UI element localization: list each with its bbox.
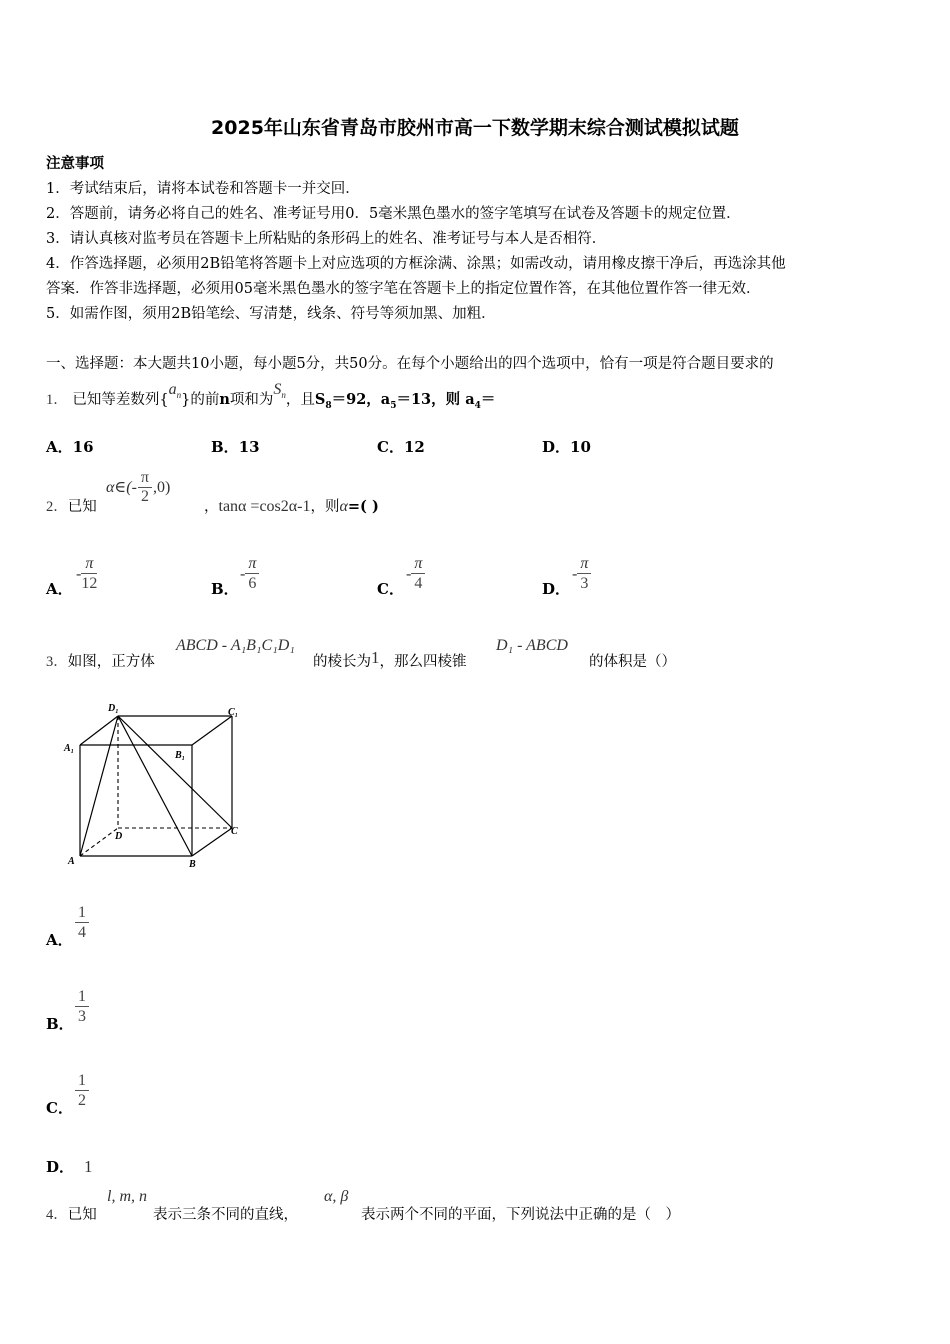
q4-lead: 4．已知 xyxy=(46,1207,97,1223)
label-b: B xyxy=(189,859,196,870)
edge-b1c1 xyxy=(192,716,232,745)
q2-lead: 2．已知 xyxy=(46,499,97,515)
edge-d1c xyxy=(118,716,232,828)
edge-a1d1 xyxy=(80,716,118,745)
label-c: C xyxy=(231,826,238,837)
q3-lead: 3．如图，正方体 xyxy=(46,654,155,670)
q1-sn: $S_n$ xyxy=(273,381,286,401)
edge-bc xyxy=(192,828,232,856)
q4-mid: 表示三条不同的直线， xyxy=(153,1207,298,1223)
edge-d1a xyxy=(80,716,118,856)
q4-planes: α, β xyxy=(324,1188,349,1205)
q3-option-a: A． xyxy=(46,931,73,949)
q2-option-a-value: - $\frac{\pi}{12}$ xyxy=(76,555,98,592)
q2-option-c-value: - $\frac{\pi}{4}$ xyxy=(406,555,425,594)
edge-d1b xyxy=(118,716,192,856)
q1-option-b: B．13 xyxy=(211,438,260,456)
label-b1: B₁ xyxy=(175,750,186,761)
notice-item-3: 3．请认真核对监考员在答题卡上所粘贴的条形码上的姓名、准考证号与本人是否相符． xyxy=(46,231,607,247)
q1-option-a: A．16 xyxy=(46,438,94,456)
q2-option-c: C． xyxy=(377,580,404,598)
q3-option-d: D． 1 xyxy=(46,1157,93,1176)
notice-item-5: 5．如需作图，须用2B铅笔绘、写清楚，线条、符号等须加黑、加粗． xyxy=(46,306,496,322)
q4-lines: l, m, n xyxy=(107,1188,147,1205)
q2-condition: α∈(- $\frac{\pi}{2}$ ,0) xyxy=(106,469,171,505)
q2-option-d-value: - $\frac{\pi}{3}$ xyxy=(572,555,591,594)
q3-option-b-value: $\frac{1}{3}$ xyxy=(75,988,89,1027)
label-a1: A₁ xyxy=(64,743,75,754)
q3-mid: 的棱长为1，那么四棱锥 xyxy=(313,648,467,670)
q2-option-b: B． xyxy=(211,580,239,598)
question-1: 1． 已知等差数列$\{a_n\}$的前n项和为$S_n$，且$S_8=92$，$a_5=13$，则 $a_4=$ xyxy=(46,381,496,411)
q3-option-b: B． xyxy=(46,1015,74,1033)
q2-equation: tanα =cos2α-1 xyxy=(218,498,311,515)
label-d: D xyxy=(115,831,123,842)
notice-item-4-cont: 答案．作答非选择题，必须用05毫米黑色墨水的签字笔在答题卡上的指定位置作答，在其他位置作答一律无效． xyxy=(46,281,761,297)
section-heading: 一、选择题：本大题共10小题，每小题5分，共50分。在每个小题给出的四个选项中，恰有一项是符合题目要求的 xyxy=(46,356,774,372)
page-title: 2025年山东省青岛市胶州市高一下数学期末综合测试模拟试题 xyxy=(211,117,739,139)
q2-rest: ，tanα =cos2α-1，则α=( ) xyxy=(204,498,379,515)
notice-item-2: 2．答题前，请务必将自己的姓名、准考证号用0．5毫米黑色墨水的签字笔填写在试卷及答题卡的规定位置． xyxy=(46,206,741,222)
cube-figure xyxy=(60,700,250,875)
q4-end: 表示两个不同的平面，下列说法中正确的是（ ） xyxy=(361,1207,680,1223)
q1-option-d: D．10 xyxy=(542,438,591,456)
q2-option-d: D． xyxy=(542,580,571,598)
q2-option-a: A． xyxy=(46,580,73,598)
q2-option-b-value: - $\frac{\pi}{6}$ xyxy=(240,555,259,594)
q1-number: 1． xyxy=(46,392,68,408)
label-a: A xyxy=(68,856,75,867)
notice-item-4: 4．作答选择题，必须用2B铅笔将答题卡上对应选项的方框涂满、涂黑；如需改动，请用橡皮擦干净后，再选涂其他 xyxy=(46,256,786,272)
label-d1: D₁ xyxy=(108,703,119,714)
q1-an: $a_n$ xyxy=(168,381,182,401)
q3-option-c-value: $\frac{1}{2}$ xyxy=(75,1072,89,1111)
q3-end: 的体积是（） xyxy=(589,654,676,670)
edge-ad xyxy=(80,828,118,856)
q3-option-c: C． xyxy=(46,1099,73,1117)
q3-option-a-value: $\frac{1}{4}$ xyxy=(75,904,89,943)
q3-cube: ABCD - A₁B₁C₁D₁ xyxy=(176,637,295,654)
q1-option-c: C．12 xyxy=(377,438,425,456)
notice-item-1: 1．考试结束后，请将本试卷和答题卡一并交回． xyxy=(46,181,360,197)
notice-heading: 注意事项 xyxy=(46,155,104,172)
q3-pyramid: D₁ - ABCD xyxy=(496,637,568,654)
label-c1: C₁ xyxy=(228,707,239,718)
